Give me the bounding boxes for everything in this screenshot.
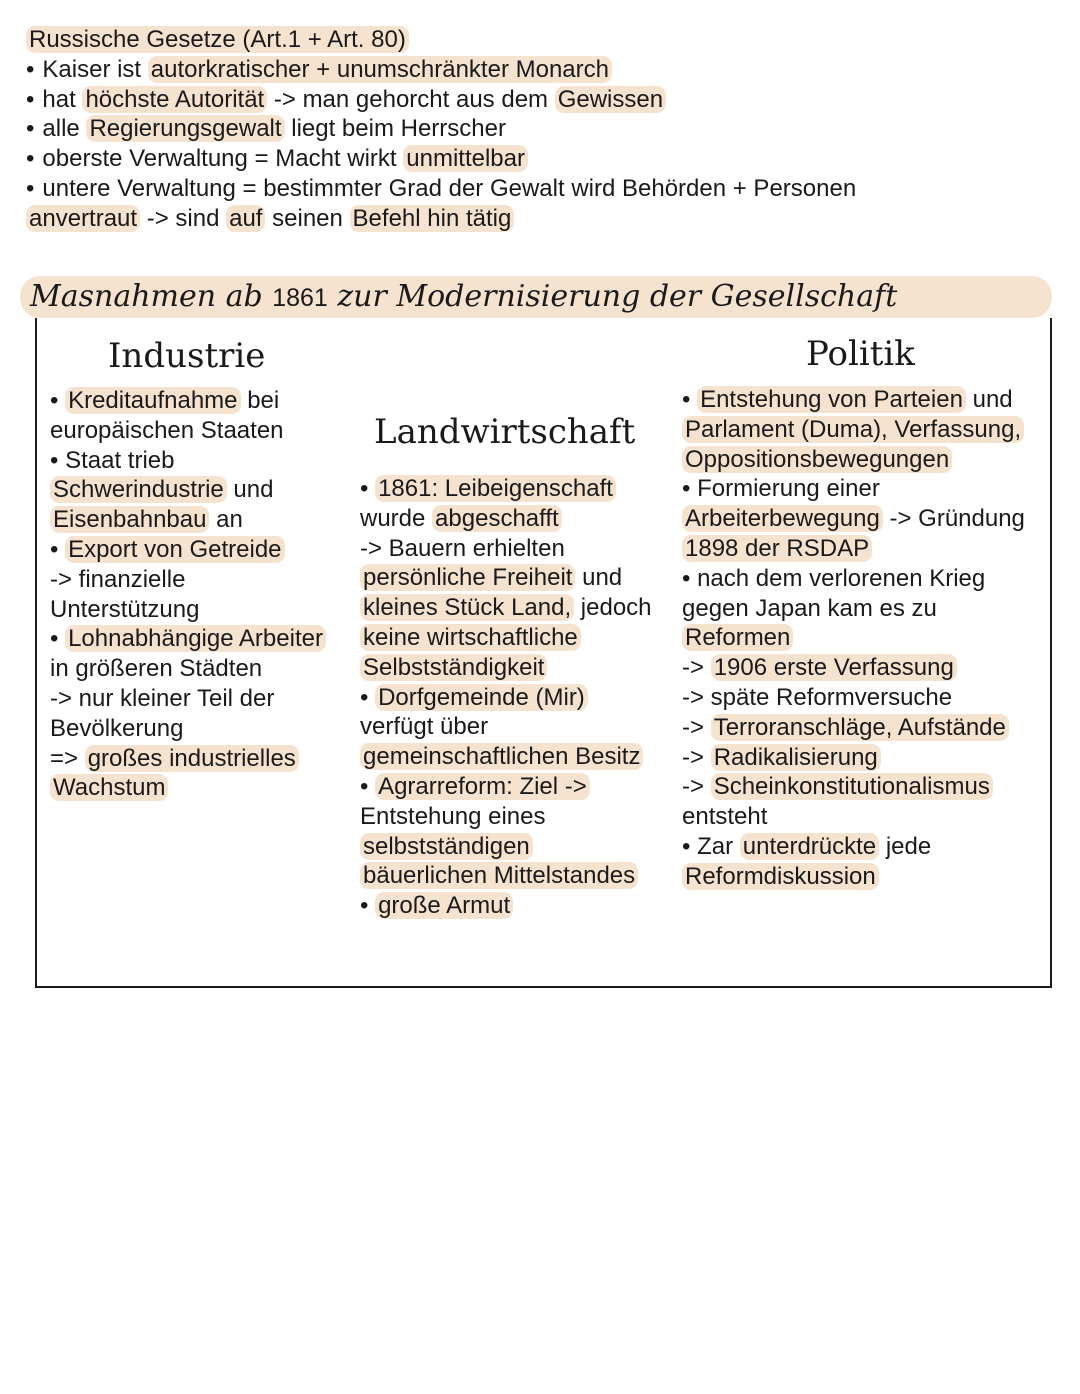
highlighted-text: 1861: Leibeigenschaft [375,475,616,502]
laws-title [26,25,1046,55]
column-line [360,563,678,593]
column-line [50,505,350,535]
column-line [682,743,1050,773]
text-segment: • [682,386,698,413]
highlighted-text: 1906 erste Verfassung [711,654,957,681]
laws-item-continuation [26,204,1046,234]
laws-item [26,144,1046,174]
text-segment: an [209,506,243,534]
column-line [50,624,350,654]
column-line [50,654,350,684]
text-segment: • [360,772,376,800]
text-segment: gegen Japan kam es zu [682,594,937,622]
highlighted-text: Parlament (Duma), Verfassung, [682,416,1024,443]
highlighted-text: keine wirtschaftliche [360,624,581,651]
highlighted-text: anvertraut [26,205,140,232]
text-segment: -> [682,743,711,771]
text-segment: • [360,475,376,502]
highlighted-text: Agrarreform: Ziel -> [375,773,590,800]
column-line [360,474,678,504]
highlighted-text: Terroranschläge, Aufstände [711,714,1009,741]
section-title-post: zur Modernisierung der Gesellschaft [327,279,898,314]
highlighted-text: Arbeiterbewegung [682,505,883,532]
laws-item [26,85,1046,115]
laws-item [26,114,1046,144]
highlighted-text: Wachstum [50,774,168,801]
highlighted-text: Befehl hin tätig [350,205,515,232]
highlighted-text: Dorfgemeinde (Mir) [375,684,588,711]
column-line [682,415,1050,445]
column-line [50,684,350,714]
column-line [682,534,1050,564]
column-line [50,535,350,565]
highlighted-text: Selbstständigkeit [360,654,547,681]
text-segment: hat [42,85,83,113]
text-segment: • [360,892,376,920]
highlighted-text: persönliche Freiheit [360,564,575,591]
text-segment: europäischen Staaten [50,416,284,444]
column-line [360,861,678,891]
text-segment: • [50,625,66,653]
column-line [360,623,678,653]
highlighted-text: abgeschafft [432,505,562,532]
column-line [50,416,350,446]
highlighted-text: selbstständigen [360,833,533,860]
highlighted-text: 1898 der RSDAP [682,535,872,562]
text-segment: -> finanzielle [50,565,186,593]
column-line [682,683,1050,713]
text-segment: oberste Verwaltung = Macht wirkt [42,145,404,173]
column-line [360,832,678,862]
column-line [360,772,678,802]
column-line [682,713,1050,743]
column-line [50,565,350,595]
column-line [50,744,350,774]
text-segment: Kaiser ist [42,55,148,83]
section-title-pre: Masnahmen ab [30,279,273,314]
column-line [50,714,350,744]
highlighted-text: unterdrückte [740,833,879,860]
text-segment: und [965,386,1013,413]
column-line [360,802,678,832]
column-line [360,653,678,683]
column-line [682,772,1050,802]
column-line [360,593,678,623]
text-segment: => [50,744,85,772]
column-line [682,564,1050,594]
text-segment: • [360,683,376,711]
column-industrie [50,386,350,803]
text-segment: Bevölkerung [50,714,184,742]
text-segment: -> Bauern erhielten [360,534,565,562]
column-line [360,534,678,564]
column-line [682,832,1050,862]
heading-landwirtschaft: Landwirtschaft [374,412,636,452]
text-segment: und [226,476,274,504]
heading-politik: Politik [806,334,915,374]
heading-industrie: Industrie [108,336,266,376]
text-segment: in größeren Städten [50,655,263,683]
highlighted-text: autorkratischer + unumschränkter Monarch [148,56,612,83]
text-segment: • Staat trieb [50,446,175,474]
text-segment: -> man gehorcht aus dem [267,85,555,113]
text-segment: wurde [360,504,433,532]
column-line [50,475,350,505]
laws-item [26,55,1046,85]
laws-item [26,174,1046,204]
text-segment: -> [682,773,711,801]
column-line [50,386,350,416]
highlighted-text: Export von Getreide [65,536,284,563]
text-segment: alle [42,115,87,143]
laws-title-text: Russische Gesetze (Art.1 + Art. 80) [26,26,409,53]
column-line [50,446,350,476]
column-line [682,474,1050,504]
text-segment: • Formierung einer [682,475,880,503]
text-segment: Unterstützung [50,595,200,623]
highlighted-text: Reformen [682,624,793,651]
highlighted-text: Kreditaufnahme [65,387,240,414]
text-segment: entsteht [682,803,768,831]
text-segment: seinen [265,204,350,232]
highlighted-text: Entstehung von Parteien [697,386,966,413]
text-segment: untere Verwaltung = bestimmter Grad der Gewalt wird Behörden + Personen [42,174,857,202]
column-line [50,595,350,625]
text-segment: -> nur kleiner Teil der [50,684,275,712]
highlighted-text: Scheinkonstitutionalismus [711,773,993,800]
column-line [360,712,678,742]
column-line [682,802,1050,832]
column-line [360,683,678,713]
text-segment: • nach dem verlorenen Krieg [682,564,986,592]
column-line [682,653,1050,683]
column-line [360,504,678,534]
text-segment: -> Gründung [882,505,1025,533]
highlighted-text: großes industrielles [85,745,299,772]
section-title-year: 1861 [272,284,328,312]
text-segment: -> sind [140,204,227,232]
highlighted-text: Gewissen [555,86,666,113]
text-segment: und [575,564,623,592]
highlighted-text: unmittelbar [403,145,528,172]
text-segment: • [50,387,66,414]
column-line [360,742,678,772]
column-line [682,504,1050,534]
text-segment: • [50,535,66,563]
text-segment: bei [240,387,280,414]
highlighted-text: bäuerlichen Mittelstandes [360,862,638,889]
highlighted-text: Oppositionsbewegungen [682,446,952,473]
highlighted-text: kleines Stück Land, [360,594,574,621]
column-line [682,445,1050,475]
column-line [682,623,1050,653]
section-title [30,276,1050,318]
laws-list [26,55,1046,234]
column-line [360,891,678,921]
highlighted-text: gemeinschaftlichen Besitz [360,743,643,770]
text-segment: Entstehung eines [360,802,546,830]
column-landwirtschaft [360,474,678,921]
highlighted-text: Eisenbahnbau [50,506,209,533]
column-politik [682,385,1050,892]
column-line [682,385,1050,415]
column-line [50,773,350,803]
text-segment: jede [879,832,932,860]
text-segment: liegt beim Herrscher [284,115,506,143]
highlighted-text: Schwerindustrie [50,476,227,503]
highlighted-text: höchste Autorität [82,86,267,113]
text-segment: -> [682,713,711,741]
column-line [682,594,1050,624]
text-segment: -> späte Reformversuche [682,683,953,711]
highlighted-text: Lohnabhängige Arbeiter [65,625,326,652]
highlighted-text: Regierungsgewalt [86,115,284,142]
text-segment: verfügt über [360,713,489,741]
highlighted-text: auf [226,205,265,232]
laws-section [26,25,1046,234]
highlighted-text: Reformdiskussion [682,863,879,890]
text-segment: jedoch [574,594,652,622]
text-segment: • Zar [682,832,740,860]
text-segment: -> [682,654,711,682]
column-line [682,862,1050,892]
highlighted-text: Radikalisierung [711,744,881,771]
highlighted-text: große Armut [375,892,513,919]
